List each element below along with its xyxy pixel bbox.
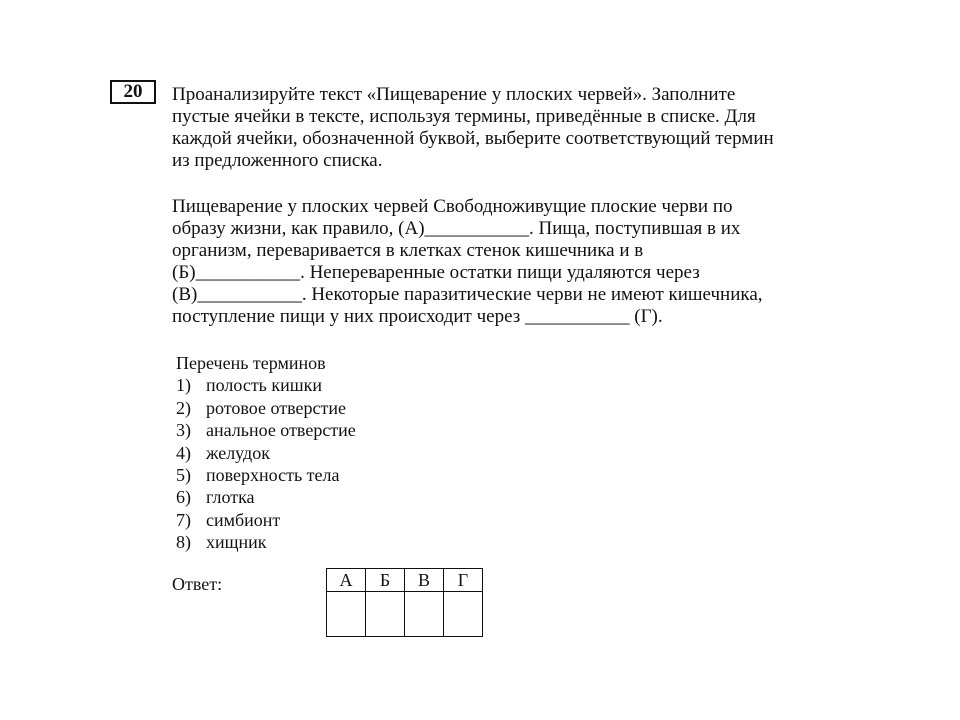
term-label: полость кишки xyxy=(206,375,323,396)
term-item xyxy=(176,419,356,441)
term-item xyxy=(176,374,356,396)
passage-text xyxy=(172,196,763,328)
terms-list xyxy=(176,352,356,554)
term-item xyxy=(176,486,356,508)
answer-cell-g[interactable] xyxy=(444,592,483,637)
terms-title: Перечень терминов xyxy=(176,353,326,373)
term-label: глотка xyxy=(206,487,255,508)
task-instructions xyxy=(172,84,774,172)
answer-cell-b[interactable] xyxy=(366,592,405,637)
question-number: 20 xyxy=(123,81,143,102)
term-number: 2) xyxy=(176,397,191,418)
term-item xyxy=(176,509,356,531)
answer-cell-a[interactable] xyxy=(327,592,366,637)
task-line: из предложенного списка. xyxy=(172,150,383,171)
passage-line: образу жизни, как правило, (А)___________. Пища, поступившая в их xyxy=(172,218,741,239)
answer-label: Ответ: xyxy=(172,574,223,594)
term-item xyxy=(176,397,356,419)
term-label: ротовое отверстие xyxy=(206,397,346,418)
term-label: желудок xyxy=(206,442,270,463)
passage-line: (В)___________. Некоторые паразитические черви не имеют кишечника, xyxy=(172,284,763,305)
term-item xyxy=(176,464,356,486)
term-item xyxy=(176,531,356,553)
answer-header-v: В xyxy=(405,569,444,592)
term-label: хищник xyxy=(206,532,267,553)
term-number: 7) xyxy=(176,509,191,530)
term-label: анальное отверстие xyxy=(206,420,356,441)
passage-line: поступление пищи у них происходит через ___________ (Г). xyxy=(172,306,663,327)
answer-header-b: Б xyxy=(366,569,405,592)
term-number: 5) xyxy=(176,465,191,486)
term-label: поверхность тела xyxy=(206,465,340,486)
task-line: Проанализируйте текст «Пищеварение у плоских червей». Заполните xyxy=(172,84,736,105)
term-number: 1) xyxy=(176,375,191,396)
term-label: симбионт xyxy=(206,509,281,530)
answer-table xyxy=(326,568,483,637)
task-line: каждой ячейки, обозначенной буквой, выберите соответствующий термин xyxy=(172,128,774,149)
question-number-box xyxy=(110,80,156,104)
term-number: 6) xyxy=(176,487,191,508)
passage-line: Пищеварение у плоских червей Свободноживущие плоские черви по xyxy=(172,196,733,217)
term-number: 4) xyxy=(176,442,191,463)
term-number: 8) xyxy=(176,532,191,553)
task-line: пустые ячейки в тексте, используя термины, приведённые в списке. Для xyxy=(172,106,756,127)
answer-cell-v[interactable] xyxy=(405,592,444,637)
passage-line: (Б)___________. Непереваренные остатки пищи удаляются через xyxy=(172,262,700,283)
answer-header-a: А xyxy=(327,569,366,592)
term-item xyxy=(176,442,356,464)
passage-line: организм, переваривается в клетках стенок кишечника и в xyxy=(172,240,644,261)
answer-header-g: Г xyxy=(444,569,483,592)
term-number: 3) xyxy=(176,420,191,441)
